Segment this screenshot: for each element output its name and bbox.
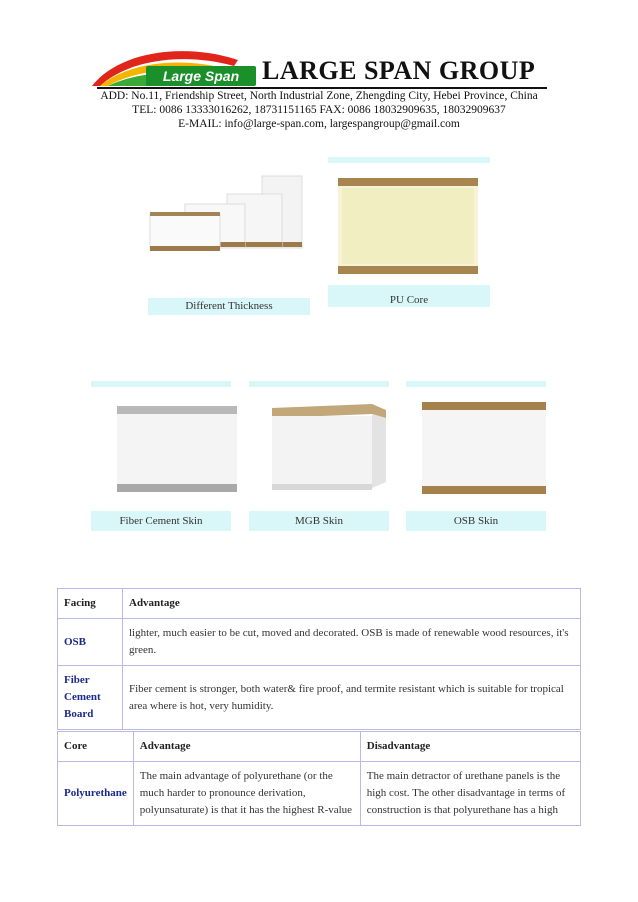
row-label: OSB: [58, 619, 123, 666]
table-header-cell: Advantage: [123, 589, 581, 619]
fiber-cement-top-strip: [91, 381, 231, 387]
table-row: [58, 666, 581, 730]
table-row: [58, 619, 581, 666]
company-logo: [88, 46, 258, 90]
different-thickness-caption: Different Thickness: [148, 298, 310, 315]
email-line: E-MAIL: info@large-span.com, largespangroup@gmail.com: [178, 118, 460, 130]
logo-text: Large Span: [162, 68, 240, 84]
mgb-photo: [262, 398, 390, 498]
fiber-cement-photo: [113, 400, 241, 498]
phone-line: TEL: 0086 13333016262, 18731151165 FAX: 0086 18032909635, 18032909637: [132, 104, 506, 116]
mgb-top-strip: [249, 381, 389, 387]
facing-table: [57, 588, 581, 730]
osb-top-strip: [406, 381, 546, 387]
osb-caption: OSB Skin: [406, 511, 546, 531]
row-label: Fiber Cement Board: [58, 666, 123, 730]
address-line: ADD: No.11, Friendship Street, North Industrial Zone, Zhengding City, Hebei Province, China: [100, 90, 538, 102]
company-title: LARGE SPAN GROUP: [262, 56, 536, 85]
table-header-cell: Advantage: [133, 732, 360, 762]
fiber-cement-caption: Fiber Cement Skin: [91, 511, 231, 531]
row-text: Fiber cement is stronger, both water& fire proof, and termite resistant which is suitable for tropical area where is hot, very humidity.: [123, 666, 581, 730]
header-rule: [97, 87, 547, 89]
row-label: Polyurethane: [58, 762, 134, 826]
pu-core-photo: [332, 170, 486, 282]
table-header-row: [58, 589, 581, 619]
pu-core-top-strip: [328, 157, 490, 163]
different-thickness-photo: [145, 170, 310, 260]
disadvantage-text: The main detractor of urethane panels is the high cost. The other disadvantage in terms of construction is that polyurethane has a high: [360, 762, 580, 826]
table-header-cell: Disadvantage: [360, 732, 580, 762]
mgb-caption: MGB Skin: [249, 511, 389, 531]
pu-core-caption: PU Core: [328, 285, 490, 307]
table-header-cell: Facing: [58, 589, 123, 619]
table-header-cell: Core: [58, 732, 134, 762]
table-row: [58, 762, 581, 826]
core-table: [57, 731, 581, 826]
table-header-row: [58, 732, 581, 762]
advantage-text: The main advantage of polyurethane (or the much harder to pronounce derivation, polyunsaturate) is that it has the highest R-value: [133, 762, 360, 826]
row-text: lighter, much easier to be cut, moved and decorated. OSB is made of renewable wood resources, it's green.: [123, 619, 581, 666]
osb-photo: [418, 398, 550, 498]
